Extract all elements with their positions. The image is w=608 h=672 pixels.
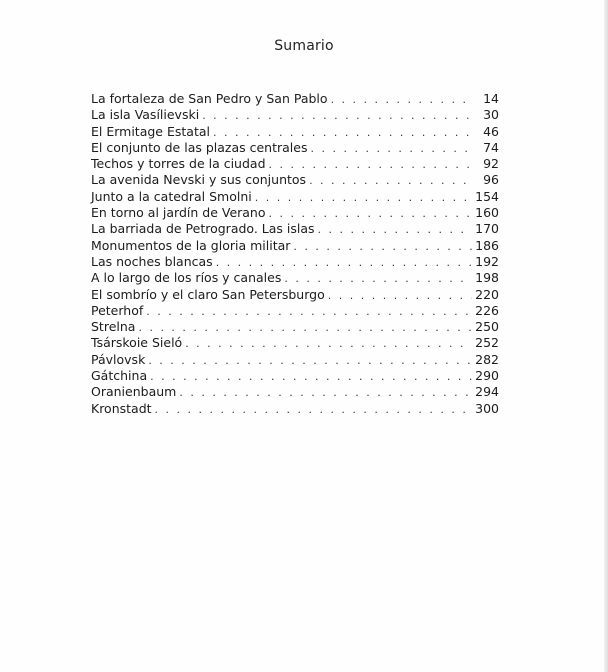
toc-entry	[91, 401, 499, 417]
toc-entry-page: 74	[483, 139, 499, 155]
toc-entry-page: 46	[483, 123, 499, 139]
toc-entry	[91, 352, 499, 368]
toc-entry	[91, 221, 499, 237]
toc-entry-title: La avenida Nevski y sus conjuntos	[91, 172, 307, 188]
toc-entry-page: 160	[475, 205, 499, 221]
toc-entry-page: 226	[475, 302, 499, 318]
toc-entry-page: 198	[475, 270, 499, 286]
toc-entry-page: 92	[483, 156, 499, 172]
toc-entry-page: 294	[475, 384, 499, 400]
toc-dot-leader	[202, 108, 474, 124]
toc-dot-leader	[146, 304, 472, 320]
toc-entry-title: Oranienbaum	[91, 384, 177, 400]
toc-entry	[91, 205, 499, 221]
toc-dot-leader	[148, 353, 472, 369]
toc-entry-page: 282	[475, 351, 499, 367]
toc-entry-page: 96	[483, 172, 499, 188]
toc-entry-page: 154	[475, 188, 499, 204]
toc-entry-title: En torno al jardín de Verano	[91, 205, 266, 221]
toc-entry-title: Tsárskoie Sieló	[91, 335, 183, 351]
toc-entry-title: Monumentos de la gloria militar	[91, 237, 291, 253]
toc-dot-leader	[318, 222, 473, 238]
toc-entry-page: 14	[483, 91, 499, 106]
toc-entry-page: 186	[475, 237, 499, 253]
toc-dot-leader	[310, 141, 474, 157]
toc-entry-title: El sombrío y el claro San Petersburgo	[91, 286, 325, 302]
toc-dot-leader	[309, 173, 474, 189]
toc-entry-title: Gátchina	[91, 368, 148, 384]
toc-entry-title: Peterhof	[91, 302, 144, 318]
toc-entry-title: La isla Vasílievski	[91, 107, 200, 123]
toc-dot-leader	[255, 190, 472, 206]
toc-entry-page: 192	[475, 253, 499, 269]
toc-dot-leader	[138, 320, 472, 336]
toc-entry	[91, 124, 499, 140]
toc-entry-title: Pávlovsk	[91, 351, 146, 367]
toc-entry-title: Junto a la catedral Smolni	[91, 188, 252, 204]
toc-dot-leader	[216, 255, 472, 271]
toc-dot-leader	[293, 239, 472, 255]
toc-entry-title: La barriada de Petrogrado. Las islas	[91, 221, 315, 237]
toc-entry-title: A lo largo de los ríos y canales	[91, 270, 282, 286]
page-title: Sumario	[274, 38, 334, 54]
toc-entry-page: 300	[475, 400, 499, 416]
toc-dot-leader	[284, 271, 472, 287]
toc-entry	[91, 91, 499, 107]
table-of-contents	[91, 91, 499, 417]
toc-entry-title: La fortaleza de San Pedro y San Pablo	[91, 91, 328, 106]
toc-entry	[91, 303, 499, 319]
toc-entry-title: El Ermitage Estatal	[91, 123, 210, 139]
toc-entry	[91, 107, 499, 123]
toc-entry	[91, 384, 499, 400]
toc-dot-leader	[269, 157, 474, 173]
toc-dot-leader	[150, 369, 472, 385]
toc-entry-title: Strelna	[91, 319, 136, 335]
toc-entry-page: 30	[483, 107, 499, 123]
toc-entry	[91, 319, 499, 335]
toc-entry-page: 290	[475, 368, 499, 384]
toc-dot-leader	[185, 336, 472, 352]
toc-entry	[91, 270, 499, 286]
toc-entry	[91, 238, 499, 254]
toc-dot-leader	[179, 385, 472, 401]
toc-entry	[91, 368, 499, 384]
toc-dot-leader	[328, 288, 472, 304]
toc-entry-title: Techos y torres de la ciudad	[91, 156, 266, 172]
toc-dot-leader	[213, 125, 474, 141]
scan-edge-shadow	[604, 0, 608, 672]
toc-entry-title: Kronstadt	[91, 400, 152, 416]
toc-entry	[91, 189, 499, 205]
toc-entry	[91, 172, 499, 188]
toc-entry	[91, 140, 499, 156]
toc-dot-leader	[269, 206, 473, 222]
toc-entry-title: El conjunto de las plazas centrales	[91, 139, 308, 155]
toc-entry-title: Las noches blancas	[91, 253, 213, 269]
toc-entry	[91, 254, 499, 270]
toc-entry-page: 252	[475, 335, 499, 351]
toc-entry	[91, 156, 499, 172]
toc-dot-leader	[331, 92, 474, 108]
toc-entry-page: 170	[475, 221, 499, 237]
toc-entry-page: 220	[475, 286, 499, 302]
toc-entry	[91, 335, 499, 351]
toc-entry	[91, 287, 499, 303]
toc-dot-leader	[155, 402, 473, 418]
toc-entry-page: 250	[475, 319, 499, 335]
